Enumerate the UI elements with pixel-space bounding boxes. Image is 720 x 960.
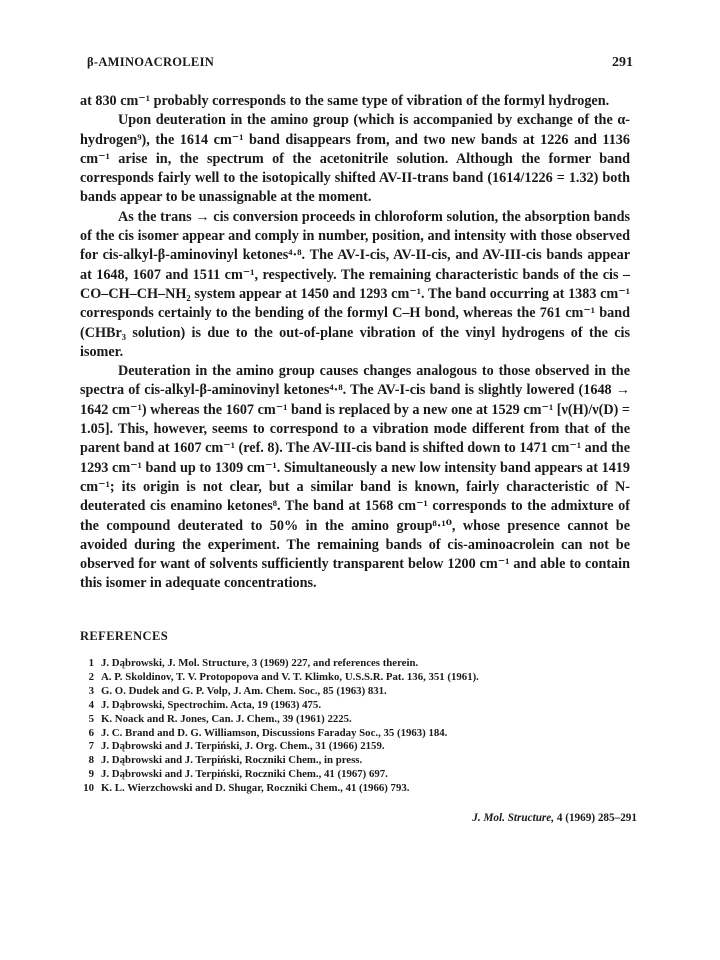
- reference-text: J. C. Brand and D. G. Williamson, Discussions Faraday Soc., 35 (1963) 184.: [101, 726, 448, 739]
- reference-item: [80, 727, 640, 741]
- reference-item: [80, 699, 640, 713]
- reference-number: 4: [88, 698, 94, 711]
- reference-text: J. Dąbrowski and J. Terpiński, Roczniki Chem., 41 (1967) 697.: [101, 768, 388, 781]
- reference-text: J. Dąbrowski, Spectrochim. Acta, 19 (1963) 475.: [101, 698, 322, 711]
- reference-list: [80, 657, 640, 796]
- reference-number: 10: [83, 782, 94, 795]
- reference-item: [80, 768, 640, 782]
- reference-item: [80, 754, 640, 768]
- paragraph-3: As the trans → cis conversion proceeds in chloroform solution, the absorption bands of the cis isomer appear and comply in number, position, and intensity with those observed for cis-alkyl-β-aminovinyl ketones⁴·⁸. The AV-I-cis, AV-II-cis, and AV-III-cis bands appear at 1648, 1607 and 1511 cm⁻¹, respectively. The remaining characteristic bands of the cis –CO–CH–CH–NH₂ system appear at 1450 and 1293 cm⁻¹. The band occurring at 1383 cm⁻¹ corresponds certainly to the bending of the formyl C–H bond, whereas the 761 cm⁻¹ band (CHBr₃ solution) is due to the out-of-plane vibration of the vinyl hydrogens of the cis isomer.: [80, 208, 630, 360]
- reference-text: J. Dąbrowski, J. Mol. Structure, 3 (1969) 227, and references therein.: [101, 657, 419, 669]
- reference-number: 1: [88, 657, 94, 669]
- paragraph-2: Upon deuteration in the amino group (which is accompanied by exchange of the α-hydrogen⁹), the 1614 cm⁻¹ band disappears from, and two new bands at 1226 and 1136 cm⁻¹ arise in, the spectrum of the acetonitrile solution. Although the former band corresponds fairly well to the isotopically shifted AV-II-trans band (1614/1226 = 1.32) both bands appear to be unassignable at the moment.: [80, 112, 630, 206]
- reference-item: [80, 713, 640, 727]
- reference-item: [80, 782, 640, 796]
- journal-citation: 4 (1969) 285–291: [556, 812, 637, 824]
- reference-number: 8: [88, 754, 94, 767]
- reference-text: K. L. Wierzchowski and D. Shugar, Roczniki Chem., 41 (1966) 793.: [101, 782, 410, 795]
- reference-item: [80, 657, 640, 671]
- paragraph-4: Deuteration in the amino group causes changes analogous to those observed in the spectra of cis-alkyl-β-aminovinyl ketones⁴·⁸. The AV-I-cis band is slightly lowered (1648 → 1642 cm⁻¹) whereas the 1607 cm⁻¹ band is replaced by a new one at 1529 cm⁻¹ [ν(H)/ν(D) = 1.05]. This, however, seems to correspond to a vibration mode different from that of the parent band at 1607 cm⁻¹ (ref. 8). The AV-III-cis band is shifted down to 1471 cm⁻¹ and the 1293 cm⁻¹ band up to 1309 cm⁻¹. Simultaneously a new low intensity band appears at 1419 cm⁻¹; its origin is not clear, but a similar band is known, fairly characteristic of N-deuterated cis enamino ketones⁸. The band at 1568 cm⁻¹ corresponds to the admixture of the compound deuterated to 50% in the amino group⁸·¹⁰, whose presence cannot be avoided during the experiment. The remaining bands of cis-aminoacrolein can not be observed for want of solvents sufficiently transparent below 1200 cm⁻¹ and able to contain this isomer in adequate concentrations.: [80, 363, 630, 592]
- page-number: 291: [612, 55, 633, 70]
- reference-text: J. Dąbrowski and J. Terpiński, J. Org. Chem., 31 (1966) 2159.: [101, 740, 385, 753]
- reference-number: 7: [88, 740, 94, 753]
- journal-name: J. Mol. Structure,: [472, 812, 555, 824]
- journal-footer: [472, 812, 637, 824]
- reference-text: A. P. Skoldinov, T. V. Protopopova and V. T. Klimko, U.S.S.R. Pat. 136, 351 (1961).: [101, 670, 479, 683]
- references-heading: REFERENCES: [80, 629, 169, 643]
- reference-text: J. Dąbrowski and J. Terpiński, Roczniki Chem., in press.: [101, 754, 363, 767]
- reference-item: [80, 671, 640, 685]
- reference-item: [80, 740, 640, 754]
- paragraph-1: at 830 cm⁻¹ probably corresponds to the same type of vibration of the formyl hydrogen.: [80, 93, 610, 109]
- reference-number: 3: [88, 684, 94, 697]
- reference-text: G. O. Dudek and G. P. Volp, J. Am. Chem. Soc., 85 (1963) 831.: [101, 684, 387, 697]
- reference-number: 2: [88, 670, 94, 683]
- running-head: β-AMINOACROLEIN: [87, 55, 215, 69]
- reference-item: [80, 685, 640, 699]
- article-body: [80, 92, 630, 594]
- reference-number: 9: [88, 768, 94, 781]
- reference-number: 6: [88, 726, 94, 739]
- reference-text: K. Noack and R. Jones, Can. J. Chem., 39 (1961) 2225.: [101, 712, 352, 725]
- reference-number: 5: [88, 712, 94, 725]
